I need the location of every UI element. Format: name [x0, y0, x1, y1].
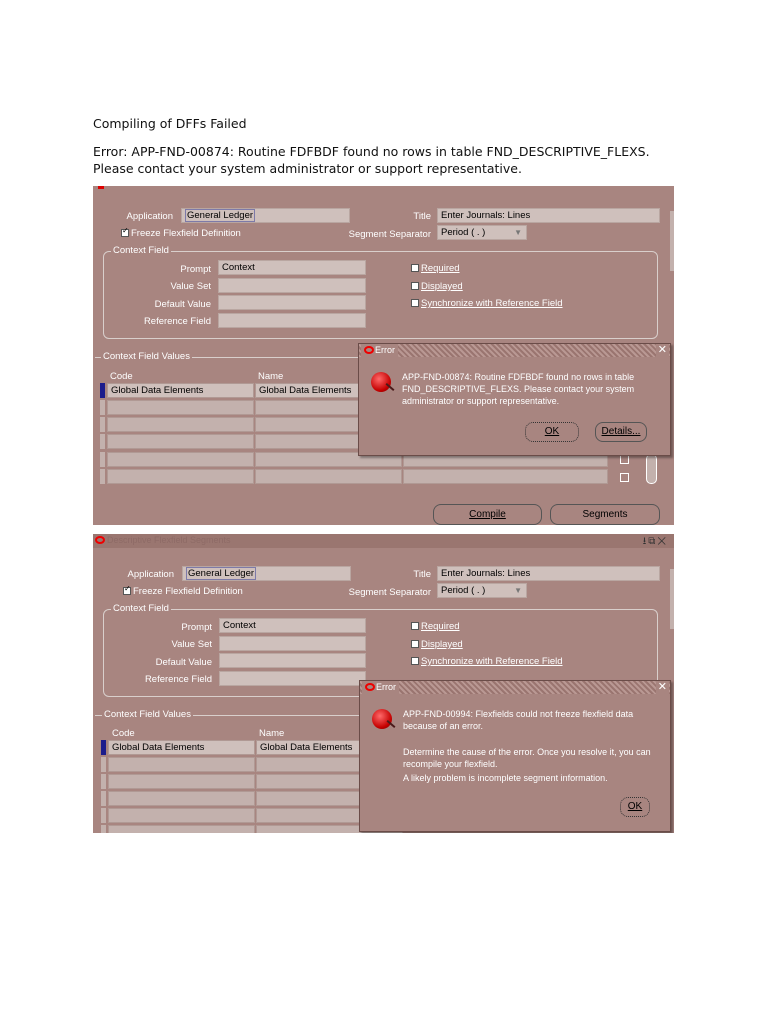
chevron-down-icon: ▼	[514, 228, 522, 237]
value-set-field[interactable]	[219, 636, 366, 651]
row-marker	[100, 417, 105, 432]
synchronize-checkbox[interactable]	[411, 656, 563, 667]
application-field[interactable]	[182, 566, 351, 581]
window-controls[interactable]: ⭳⧉✕	[642, 536, 668, 547]
value-set-field[interactable]	[218, 278, 366, 293]
empty-code-cell[interactable]	[107, 452, 254, 467]
default-value-label: Default Value	[154, 299, 211, 310]
row-marker	[100, 434, 105, 449]
empty-code-cell[interactable]	[108, 774, 255, 789]
segment-separator-select[interactable]	[437, 225, 527, 240]
enabled-checkbox[interactable]	[620, 455, 629, 464]
reference-field-label: Reference Field	[144, 674, 212, 685]
freeze-check-icon	[123, 587, 131, 595]
enabled-checkbox[interactable]	[620, 473, 629, 482]
empty-code-cell[interactable]	[107, 417, 254, 432]
freeze-checkbox[interactable]	[121, 228, 241, 239]
prompt-label: Prompt	[181, 622, 212, 633]
name-header: Name	[259, 728, 285, 739]
empty-code-cell[interactable]	[108, 808, 255, 823]
window-marker	[98, 186, 104, 189]
row-marker	[101, 757, 106, 772]
required-check-icon	[411, 622, 419, 630]
row-marker	[101, 774, 106, 789]
title-label: Title	[413, 211, 431, 222]
application-value: General Ledger	[187, 210, 254, 221]
current-row-indicator	[100, 383, 105, 398]
segment-separator-label: Segment Separator	[348, 229, 431, 240]
oracle-icon	[95, 536, 105, 544]
title-field[interactable]: Enter Journals: Lines	[437, 566, 660, 581]
scrollbar-thumb[interactable]	[646, 454, 657, 484]
row-marker	[100, 452, 105, 467]
freeze-check-icon	[121, 229, 129, 237]
row-marker	[100, 400, 105, 415]
row-marker	[101, 825, 106, 833]
default-value-label: Default Value	[155, 657, 212, 668]
dialog-message-2: Determine the cause of the error. Once you resolve it, you can recompile your flexfield.	[403, 747, 651, 769]
freeze-label: Freeze Flexfield Definition	[133, 586, 243, 597]
error-dialog	[358, 343, 671, 456]
synchronize-label: Synchronize with Reference Field	[421, 656, 563, 667]
ok-button[interactable]: OK	[620, 797, 650, 817]
application-field[interactable]	[181, 208, 350, 223]
reference-field-field[interactable]	[218, 313, 366, 328]
details-button[interactable]: Details...	[595, 422, 647, 442]
default-value-field[interactable]	[218, 295, 366, 310]
context-field-title: Context Field	[113, 245, 169, 256]
dialog-titlebar	[359, 344, 670, 357]
document-heading: Compiling of DFFs Failed	[93, 116, 247, 131]
error-dialog	[359, 680, 671, 832]
current-row-indicator	[101, 740, 106, 755]
segment-separator-value: Period ( . )	[441, 585, 486, 596]
title-field[interactable]: Enter Journals: Lines	[437, 208, 660, 223]
error-icon	[372, 709, 392, 729]
freeze-label: Freeze Flexfield Definition	[131, 228, 241, 239]
displayed-checkbox[interactable]	[411, 281, 463, 292]
empty-name-cell[interactable]	[255, 469, 402, 484]
required-check-icon	[411, 264, 419, 272]
window-title: Descriptive Flexfield Segments	[107, 535, 231, 545]
window-scrollbar[interactable]	[670, 211, 674, 271]
required-label: Required	[421, 263, 460, 274]
chevron-down-icon: ▼	[514, 586, 522, 595]
empty-code-cell[interactable]	[107, 400, 254, 415]
empty-description-cell[interactable]	[403, 469, 608, 484]
application-label: Application	[127, 569, 174, 580]
default-value-field[interactable]	[219, 653, 366, 668]
document-error-text: Error: APP-FND-00874: Routine FDFBDF found no rows in table FND_DESCRIPTIVE_FLEXS. Please contact your system administrator or support representative.	[93, 144, 650, 176]
row-code-cell[interactable]: Global Data Elements	[107, 383, 254, 398]
row-code-cell[interactable]: Global Data Elements	[108, 740, 255, 755]
empty-code-cell[interactable]	[107, 469, 254, 484]
dialog-message-3: A likely problem is incomplete segment information.	[403, 773, 608, 783]
value-set-label: Value Set	[170, 281, 211, 292]
code-header: Code	[112, 728, 135, 739]
dialog-message-1: APP-FND-00994: Flexfields could not freeze flexfield data because of an error.	[403, 709, 634, 731]
synchronize-label: Synchronize with Reference Field	[421, 298, 563, 309]
empty-code-cell[interactable]	[108, 757, 255, 772]
displayed-checkbox[interactable]	[411, 639, 463, 650]
required-checkbox[interactable]	[411, 263, 460, 274]
displayed-label: Displayed	[421, 281, 463, 292]
row-name-cell[interactable]: Global Data Elements	[256, 740, 403, 755]
displayed-check-icon	[411, 640, 419, 648]
screenshot-2	[93, 534, 674, 833]
application-label: Application	[126, 211, 173, 222]
reference-field-field[interactable]	[219, 671, 366, 686]
empty-code-cell[interactable]	[108, 791, 255, 806]
close-icon[interactable]: ✕	[657, 681, 667, 693]
prompt-field[interactable]: Context	[218, 260, 366, 275]
oracle-icon	[365, 683, 375, 691]
context-field-title: Context Field	[113, 603, 169, 614]
row-marker	[101, 791, 106, 806]
row-name-cell[interactable]: Global Data Elements	[255, 383, 402, 398]
dialog-title: Error	[362, 681, 399, 694]
synchronize-checkbox[interactable]	[411, 298, 563, 309]
row-marker	[101, 808, 106, 823]
close-icon[interactable]: ✕	[657, 344, 667, 356]
context-field-values-title: Context Field Values	[103, 351, 190, 362]
window-scrollbar[interactable]	[670, 569, 674, 629]
segment-separator-select[interactable]	[437, 583, 527, 598]
freeze-checkbox[interactable]	[123, 586, 243, 597]
displayed-label: Displayed	[421, 639, 463, 650]
reference-field-label: Reference Field	[143, 316, 211, 327]
segment-separator-value: Period ( . )	[441, 227, 486, 238]
window-titlebar	[93, 534, 674, 548]
dialog-message: APP-FND-00874: Routine FDFBDF found no rows in table FND_DESCRIPTIVE_FLEXS. Please contact your system administrator or support representative.	[402, 372, 635, 406]
prompt-field[interactable]: Context	[219, 618, 366, 633]
synchronize-check-icon	[411, 657, 419, 665]
required-checkbox[interactable]	[411, 621, 460, 632]
displayed-check-icon	[411, 282, 419, 290]
empty-code-cell[interactable]	[108, 825, 255, 833]
prompt-label: Prompt	[180, 264, 211, 275]
dialog-title: Error	[361, 344, 398, 357]
segment-separator-label: Segment Separator	[348, 587, 431, 598]
ok-button[interactable]: OK	[525, 422, 579, 442]
empty-code-cell[interactable]	[107, 434, 254, 449]
context-field-values-title: Context Field Values	[104, 709, 191, 720]
synchronize-check-icon	[411, 299, 419, 307]
application-value: General Ledger	[188, 568, 255, 579]
value-set-label: Value Set	[171, 639, 212, 650]
required-label: Required	[421, 621, 460, 632]
segments-button[interactable]: Segments	[550, 504, 660, 525]
title-label: Title	[413, 569, 431, 580]
row-marker	[100, 469, 105, 484]
screenshot-1	[93, 186, 674, 525]
oracle-icon	[364, 346, 374, 354]
error-icon	[371, 372, 391, 392]
dialog-titlebar	[360, 681, 670, 694]
code-header: Code	[110, 371, 133, 382]
name-header: Name	[258, 371, 284, 382]
compile-button[interactable]: Compile	[433, 504, 542, 525]
